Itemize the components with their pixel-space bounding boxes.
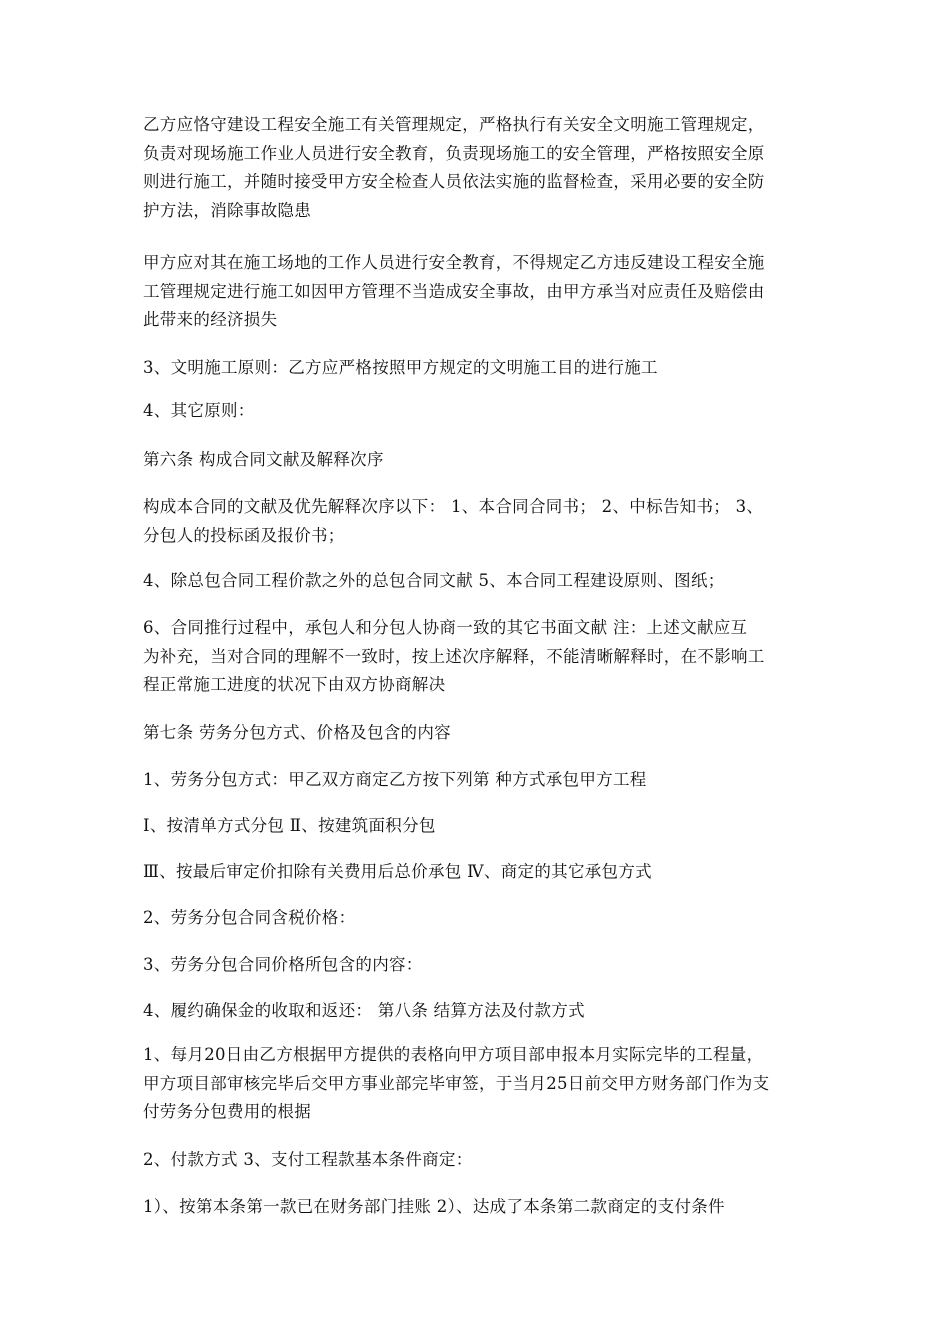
- paragraph-safety-duty-owner: [143, 249, 823, 335]
- paragraph-civilized-construction: [143, 354, 823, 383]
- text-line: 3、文明施工原则：乙方应严格按照甲方规定的文明施工目的进行施工: [143, 358, 658, 377]
- text-line: 程正常施工进度的状况下由双方协商解决: [143, 675, 446, 694]
- paragraph-general-contract-docs: [143, 567, 823, 596]
- paragraph-safety-duty-contractor: [143, 111, 823, 225]
- paragraph-method-options-1: [143, 812, 823, 841]
- paragraph-payment-method: [143, 1146, 823, 1175]
- text-line: 4、除总包合同工程价款之外的总包合同文献 5、本合同工程建设原则、图纸；: [143, 571, 725, 590]
- text-line: 负责对现场施工作业人员进行安全教育，负责现场施工的安全管理，严格按照安全原: [143, 143, 765, 163]
- text-line: Ⅲ、按最后审定价扣除有关费用后总价承包 Ⅳ、商定的其它承包方式: [143, 862, 652, 881]
- text-line: 6、合同推行过程中，承包人和分包人协商一致的其它书面文献 注：上述文献应互: [143, 618, 748, 637]
- paragraph-tax-inclusive-price: [143, 904, 823, 933]
- paragraph-monthly-settlement: [143, 1041, 823, 1127]
- text-line: 4、履约确保金的收取和返还： 第八条 结算方法及付款方式: [143, 1001, 585, 1020]
- paragraph-price-contents: [143, 951, 823, 980]
- text-line: 工管理规定进行施工如因甲方管理不当造成安全事故，由甲方承当对应责任及赔偿由: [143, 281, 765, 301]
- text-line: 第六条 构成合同文献及解释次序: [143, 450, 384, 469]
- heading-article-six: [143, 446, 823, 475]
- text-line: 甲方应对其在施工场地的工作人员进行安全教育，不得规定乙方违反建设工程安全施: [143, 253, 765, 272]
- text-line: 第七条 劳务分包方式、价格及包含的内容: [143, 723, 451, 742]
- text-line: 2、付款方式 3、支付工程款基本条件商定：: [143, 1150, 473, 1169]
- text-line: 甲方项目部审核完毕后交甲方事业部完毕审签，于当月25日前交甲方财务部门作为支: [143, 1073, 770, 1093]
- text-line: 1、每月20日由乙方根据甲方提供的表格向甲方项目部申报本月实际完毕的工程量，: [143, 1045, 764, 1064]
- text-line: 2、劳务分包合同含税价格：: [143, 908, 356, 927]
- paragraph-document-order: [143, 493, 823, 550]
- text-line: Ⅰ、按清单方式分包 Ⅱ、按建筑面积分包: [143, 816, 436, 835]
- text-line: 3、劳务分包合同价格所包含的内容：: [143, 955, 423, 974]
- paragraph-payment-conditions: [143, 1193, 823, 1222]
- heading-article-seven: [143, 719, 823, 748]
- text-line: 乙方应恪守建设工程安全施工有关管理规定，严格执行有关安全文明施工管理规定，: [143, 115, 765, 134]
- paragraph-method-options-2: [143, 858, 823, 887]
- paragraph-performance-bond: [143, 997, 823, 1026]
- text-line: 则进行施工，并随时接受甲方安全检查人员依法实施的监督检查，采用必要的安全防: [143, 172, 765, 191]
- text-line: 分包人的投标函及报价书；: [143, 525, 345, 545]
- paragraph-subcontract-method: [143, 766, 823, 795]
- text-line: 此带来的经济损失: [143, 310, 278, 329]
- text-line: 构成本合同的文献及优先解释次序以下： 1、本合同合同书； 2、中标告知书； 3、: [143, 497, 764, 516]
- paragraph-supplementary-docs: [143, 614, 823, 700]
- paragraph-other-principles: [143, 397, 823, 426]
- text-line: 4、其它原则：: [143, 401, 255, 420]
- text-line: 1）、按第本条第一款已在财务部门挂账 2）、达成了本条第二款商定的支付条件: [143, 1197, 725, 1216]
- text-line: 护方法，消除事故隐患: [143, 200, 311, 220]
- text-line: 1、劳务分包方式：甲乙双方商定乙方按下列第 种方式承包甲方工程: [143, 770, 647, 789]
- text-line: 为补充，当对合同的理解不一致时，按上述次序解释，不能清晰解释时，在不影响工: [143, 646, 765, 666]
- text-line: 付劳务分包费用的根据: [143, 1102, 311, 1121]
